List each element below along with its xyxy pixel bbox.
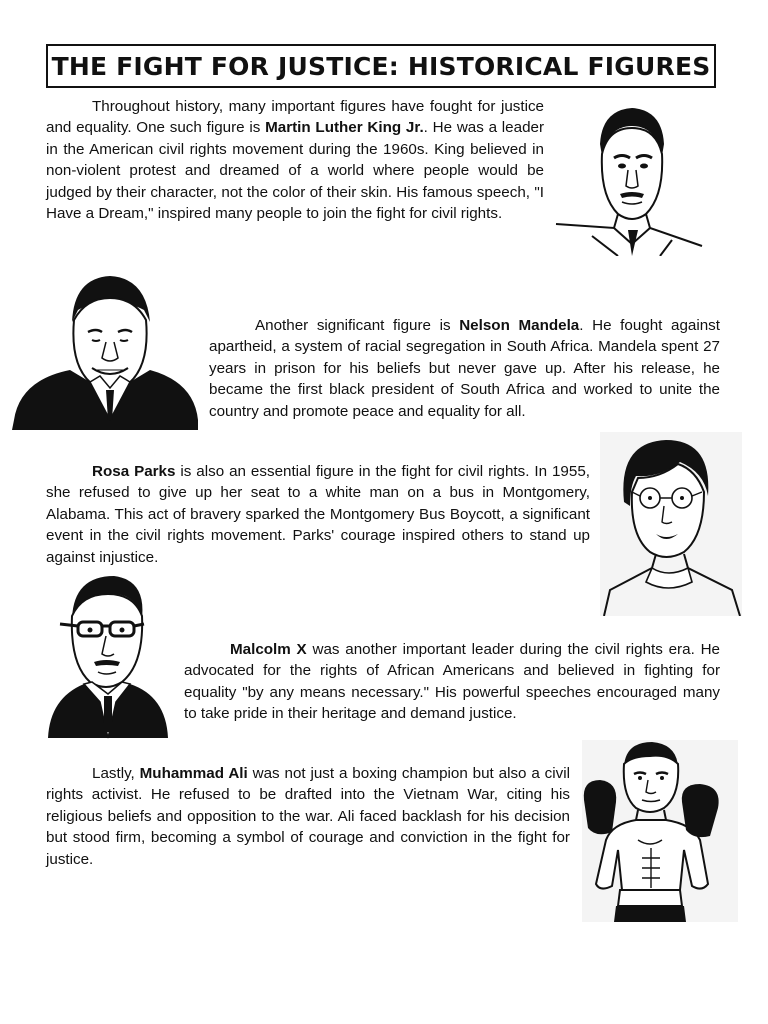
name-ali: Muhammad Ali (139, 765, 248, 782)
paragraph-mlk-lead: Throughout history, many important figures have fought for justice and equality. One such figure is (46, 98, 544, 137)
portrait-mandela-drawing (10, 270, 200, 434)
portrait-mlk-drawing (552, 96, 708, 256)
portrait-malcolm-drawing (44, 572, 172, 740)
name-parks: Rosa Parks (92, 463, 176, 480)
name-mandela: Nelson Mandela (459, 317, 580, 334)
paragraph-parks-body: is also an essential figure in the fight for civil rights. In 1955, she refused to give up her seat to a white man on a bus in Montgomery, Alabama. This act of bravery sparked the Montgomery Bus Boycott, a significant event in the civil rights movement. Parks' courage inspired others to stand up against injustice. (46, 463, 590, 566)
paragraph-mlk (46, 96, 544, 224)
title-box (46, 44, 716, 88)
portrait-malcolm (44, 572, 172, 740)
portrait-mandela (10, 270, 200, 434)
portrait-ali (582, 740, 738, 922)
portrait-ali-drawing (582, 740, 738, 922)
name-malcolm: Malcolm X (230, 641, 307, 658)
paragraph-ali-body: was not just a boxing champion but also a civil rights activist. He refused to be drafted into the Vietnam War, citing his religious beliefs and opposition to the war. Ali faced backlash for his decision but stood firm, becoming a symbol of courage and conviction in the fight for justice. (46, 765, 570, 868)
paragraph-mlk-body: . He was a leader in the American civil rights movement during the 1960s. King believed in non-violent protest and dreamed of a world where people would be judged by their character, not the color of their skin. His famous speech, "I Have a Dream," inspired many people to join the fight for civil rights. (46, 119, 545, 223)
paragraph-ali-lead: Lastly, (92, 765, 140, 782)
paragraph-malcolm-body: was another important leader during the civil rights era. He advocated for the rights of African Americans and believed in fighting for equality "by any means necessary." His powerful speeches encouraged many to take pride in their heritage and demand justice. (184, 641, 720, 723)
paragraph-mandela-lead: Another significant figure is (255, 317, 460, 334)
paragraph-mandela (209, 315, 720, 422)
portrait-parks-drawing (600, 432, 742, 616)
paragraph-parks (46, 461, 590, 568)
paragraph-malcolm (184, 639, 720, 725)
portrait-mlk (552, 96, 708, 256)
paragraph-mandela-body: . He fought against apartheid, a system of racial segregation in South Africa. Mandela spent 27 years in prison for his beliefs but never gave up. After his release, he became the first black president of South Africa and worked to unite the country and promote peace and equality for all. (209, 317, 720, 420)
page-title: THE FIGHT FOR JUSTICE: HISTORICAL FIGURES (51, 51, 711, 81)
paragraph-ali (46, 763, 570, 870)
portrait-parks (600, 432, 742, 616)
name-mlk: Martin Luther King Jr. (265, 119, 424, 137)
